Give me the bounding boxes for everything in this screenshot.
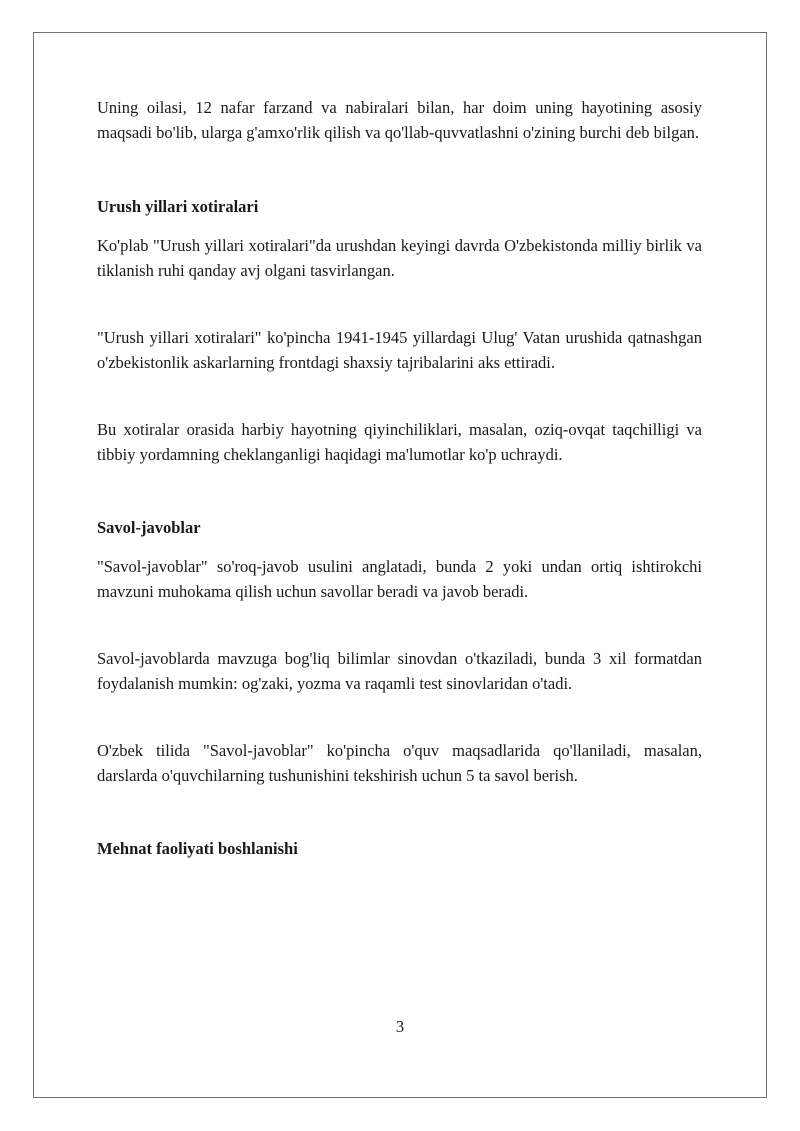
paragraph-war-memories-3: Bu xotiralar orasida harbiy hayotning qiyinchiliklari, masalan, oziq-ovqat taqchilligi va tibbiy yordamning cheklanganligi haqidagi ma'lumotlar ko'p uchraydi.: [97, 420, 702, 464]
page-number: 3: [395, 1017, 405, 1036]
paragraph-family: Uning oilasi, 12 nafar farzand va nabiralari bilan, har doim uning hayotining asosiy maqsadi bo'lib, ularga g'amxo'rlik qilish va qo'llab-quvvatlashni o'zining burchi deb bilgan.: [97, 98, 702, 142]
heading-work-beginning: Mehnat faoliyati boshlanishi: [97, 839, 298, 858]
paragraph-war-memories-2: "Urush yillari xotiralari" ko'pincha 1941-1945 yillardagi Ulug' Vatan urushida qatnashgan o'zbekistonlik askarlarning frontdagi shaxsiy tajribalarini aks ettiradi.: [97, 328, 702, 372]
document-body: [97, 95, 702, 861]
paragraph-qa-3: O'zbek tilida "Savol-javoblar" ko'pincha o'quv maqsadlarida qo'llaniladi, masalan, darslarda o'quvchilarning tushunishini tekshirish uchun 5 ta savol berish.: [97, 741, 702, 785]
paragraph-war-memories-1: Ko'plab "Urush yillari xotiralari"da urushdan keyingi davrda O'zbekistonda milliy birlik va tiklanish ruhi qanday avj olgani tasvirlangan.: [97, 236, 702, 280]
paragraph-qa-2: Savol-javoblarda mavzuga bog'liq bilimlar sinovdan o'tkaziladi, bunda 3 xil formatdan foydalanish mumkin: og'zaki, yozma va raqamli test sinovlaridan o'tadi.: [97, 649, 702, 693]
paragraph-qa-1: "Savol-javoblar" so'roq-javob usulini anglatadi, bunda 2 yoki undan ortiq ishtirokchi mavzuni muhokama qilish uchun savollar beradi va javob beradi.: [97, 557, 702, 601]
heading-qa: Savol-javoblar: [97, 518, 201, 537]
heading-war-memories: Urush yillari xotiralari: [97, 197, 259, 216]
